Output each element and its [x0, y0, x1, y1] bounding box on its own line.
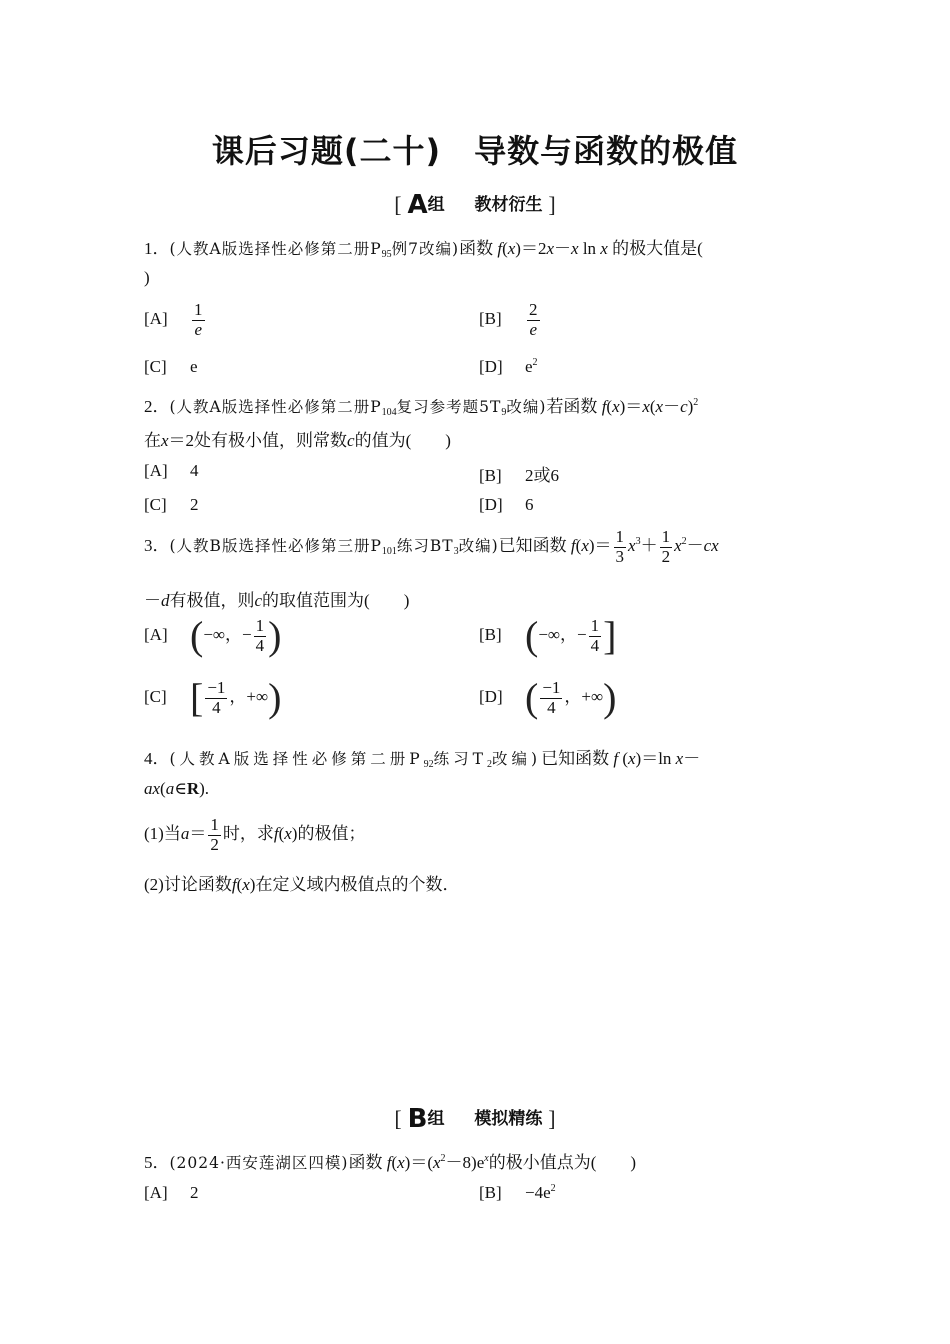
q3-formula: f(x)＝ $\frac{1}{3}$ $x^3+$ $\frac{1}{2}$ $x^2-cx$ — [570, 527, 719, 566]
q1-line2: ) — [144, 268, 150, 287]
bracket-left: [ — [394, 1106, 402, 1131]
group-a-letter: A — [407, 190, 428, 220]
q3-option-a[interactable]: [A] (−∞，− $\frac{1}{4}$ ) — [144, 613, 282, 658]
group-a-header — [0, 190, 950, 220]
bracket-right: ] — [548, 1106, 556, 1131]
group-b-letter: B — [407, 1104, 428, 1134]
q4-part2: (2)讨论函数f(x)在定义域内极值点的个数． — [144, 875, 460, 894]
q2-line2: 在x＝2处有极小值，则常数c的值为( ) — [144, 431, 451, 450]
q1-option-a[interactable]: [A] $\frac{1}{e}$ — [144, 300, 203, 339]
q5-option-a[interactable]: [A] 2 — [144, 1183, 199, 1202]
group-b-header — [0, 1104, 950, 1134]
bracket-left: [ — [394, 192, 402, 217]
q3-option-d[interactable]: [D] ( $\frac{-1}{4}$ ，+∞) — [479, 675, 617, 720]
group-b-suffix: 组 — [427, 1109, 445, 1129]
q2-option-b[interactable]: [B] 2或6 — [479, 466, 559, 485]
q5-formula: $f(x)=(x^2-8)e^x$ — [386, 1153, 489, 1172]
group-a-suffix: 组 — [427, 195, 445, 215]
q5-option-b[interactable]: $[B] -4e^2$ — [479, 1183, 556, 1202]
q3-option-b[interactable]: [B] (−∞，− $\frac{1}{4}$ ] — [479, 613, 617, 658]
q1-line1: 1．(人教A版选择性必修第二册$P_{95}$例7改编)函数 f(x)＝2x－x ln x 的极大值是( — [144, 239, 703, 260]
q3-option-c[interactable]: [C] [ $\frac{-1}{4}$ ，+∞) — [144, 675, 282, 720]
q1-formula: f(x)＝2x－x ln x — [497, 239, 608, 258]
group-a-name: 教材衍生 — [474, 195, 543, 215]
page-title: 课后习题(二十) 导数与函数的极值 — [211, 132, 739, 170]
q2-line1: 2．(人教A版选择性必修第二册$P_{104}$复习参考题$5T_9$改编)若函数 $f(x)=x(x-c)^2$ — [144, 397, 699, 418]
q2-option-c[interactable]: [C] 2 — [144, 495, 199, 514]
q2-formula: $f(x)=x(x-c)^2$ — [601, 397, 699, 416]
q4-line2: ax(a∈R). — [144, 779, 210, 798]
group-b-name: 模拟精练 — [474, 1109, 543, 1129]
q5-line1: 5．(2024·西安莲湖区四模)函数 $f(x)=(x^2-8)e^x$的极小值点为( ) — [144, 1153, 637, 1172]
q2-option-a[interactable]: [A] 4 — [144, 461, 199, 480]
q4-part1: (1)当a＝ $\frac{1}{2}$ 时，求f(x)的极值； — [144, 815, 366, 854]
q2-option-d[interactable]: [D] 6 — [479, 495, 534, 514]
q3-line2: －d有极值，则c的取值范围为( ) — [144, 591, 410, 610]
q4-line1: 4．(人教A版选择性必修第二册$P_{92}$练习$T_2$改编)已知函数 f (x)＝ln x－ — [144, 749, 701, 770]
q1-option-c[interactable]: [C] e — [144, 357, 198, 376]
q1-option-d[interactable]: [D] $e^2$ — [479, 357, 538, 376]
q4-formula: f (x)＝ln x－ — [613, 749, 701, 768]
bracket-right: ] — [548, 192, 556, 217]
q3-line1: 3．(人教B版选择性必修第三册$P_{101}$练习$BT_3$改编)已知函数 f(x)＝ $\frac{1}{3}$ $x^3+$ $\frac{1}{2}$ $x^2-cx$ — [144, 527, 719, 566]
q1-option-b[interactable]: [B] $\frac{2}{e}$ — [479, 300, 538, 339]
